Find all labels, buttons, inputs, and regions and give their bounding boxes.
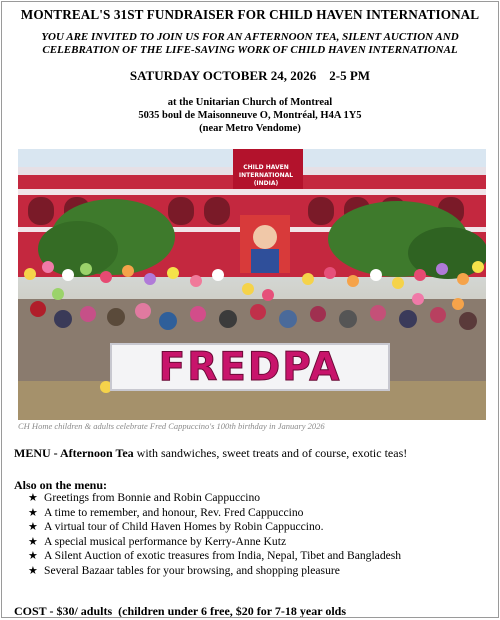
list-item-text: Several Bazaar tables for your browsing, and shopping pleasure [44,563,340,577]
list-item [28,506,401,521]
building-sign-line-1: CHILD HAVEN [243,164,289,171]
building-sign [234,163,298,187]
list-item [28,564,401,579]
menu-label: MENU - Afternoon Tea [14,446,134,460]
invitation-line-1: YOU ARE INVITED TO JOIN US FOR AN AFTERNOON TEA, SILENT AUCTION AND [41,31,459,43]
list-item [28,535,401,550]
venue-metro: (near Metro Vendome) [199,123,301,134]
star-icon: ★ [28,535,38,548]
list-item [28,549,401,564]
fredpa-banner [110,343,390,391]
star-icon: ★ [28,506,38,519]
list-item-text: A Silent Auction of exotic treasures from India, Nepal, Tibet and Bangladesh [44,549,402,563]
cost-line: COST - $30/ adults (children under 6 free, $20 for 7-18 year olds [14,604,347,618]
building-sign-line-2: INTERNATIONAL (INDIA) [238,172,294,187]
star-icon: ★ [28,550,38,563]
event-venue [2,96,498,135]
venue-name: at the Unitarian Church of Montreal [167,97,333,108]
menu-text: with sandwiches, sweet treats and of course, exotic teas! [133,446,408,460]
event-title: MONTREAL'S 31ST FUNDRAISER FOR CHILD HAVEN INTERNATIONAL [20,7,480,22]
invitation-text [20,31,480,57]
star-icon: ★ [28,564,38,577]
list-item [28,491,401,506]
menu-line [14,446,407,461]
invitation-line-2: CELEBRATION OF THE LIFE-SAVING WORK OF CHILD HAVEN INTERNATIONAL [42,44,458,56]
list-item-text: Greetings from Bonnie and Robin Cappuccino [44,491,261,504]
star-icon: ★ [28,521,38,534]
list-item-text: A time to remember, and honour, Rev. Fred Cappuccino [44,505,304,519]
also-heading: Also on the menu: [14,478,108,492]
list-item-text: A special musical performance by Kerry-Anne Kutz [44,534,287,548]
list-item-text: A virtual tour of Child Haven Homes by Robin Cappuccino. [44,520,324,534]
menu-items-list [28,491,401,579]
event-date-time: SATURDAY OCTOBER 24, 2026 2-5 PM [129,68,371,83]
list-item [28,520,401,535]
photo-caption: CH Home children & adults celebrate Fred Cappuccino's 100th birthday in January 2026 [18,421,325,431]
banner-text: FREDPA [158,344,342,390]
venue-address: 5035 boul de Maisonneuve O, Montréal, H4A 1Y5 [138,110,362,121]
flyer-page [1,1,499,618]
celebration-photo [18,149,486,420]
star-icon: ★ [28,492,38,504]
